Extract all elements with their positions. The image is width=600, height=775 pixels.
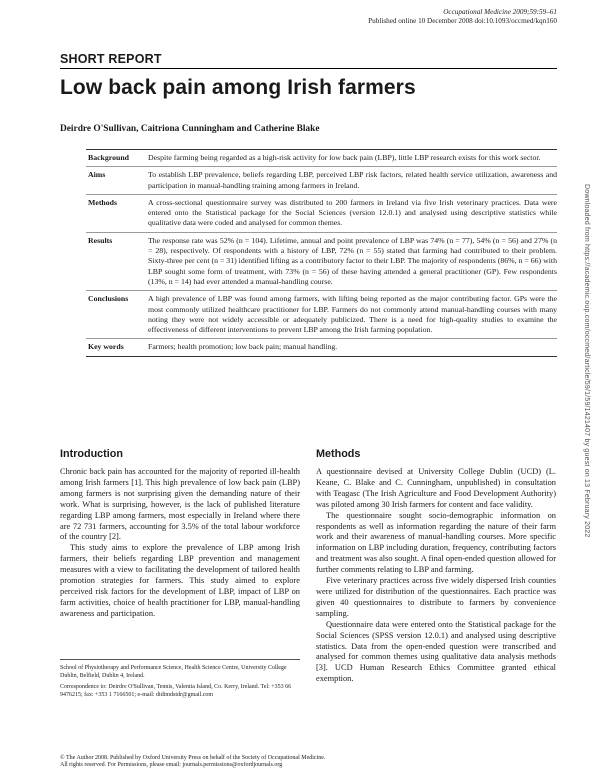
copyright-footer [60,755,560,770]
section-heading: Methods [316,448,361,460]
copyright-line: © The Author 2008. Published by Oxford University Press on behalf of the Society of Occupational Medicine. [60,755,326,761]
abstract-label: Key words [88,342,124,352]
abstract-text: A high prevalence of LBP was found among farmers, with lifting being reported as the major contributing factor. GPs were the most commonly utilized healthcare practitioner for LBP. Farmers do not commonly attend manual-handling courses with many noting they were not widely accessible or adequately publicized. There is a need for high-quality studies to examine the effectiveness of different interventions to prevent LBP among the Irish farming population. [148,294,557,335]
abstract-row-aims [86,167,557,195]
abstract-label: Aims [88,170,106,180]
section-label: SHORT REPORT [60,52,162,66]
abstract-text: Farmers; health promotion; low back pain; manual handling. [148,342,338,352]
abstract-label: Methods [88,197,118,207]
journal-header [368,8,557,26]
abstract-row-background [86,150,557,167]
abstract-text: The response rate was 52% (n = 104). Lifetime, annual and point prevalence of LBP was 74% (n = 77), 54% (n = 56) and 27% (n = 28), respectively. Of respondents with a history of LBP, 72% (n = 55) stated that farming had contributed to their problem. Sixty-three per cent (n = 31) identified lifting as a contributory factor to their LBP. The majority of respondents (86%, n = 66) with LBP sought some form of treatment, with 73% (n = 56) of these having attended a general practitioner (GP). Few respondents (13%, n = 14) had ever attended a manual-handling course. [148,235,557,286]
article-title: Low back pain among Irish farmers [60,76,416,99]
abstract-text: A cross-sectional questionnaire survey was distributed to 200 farmers in Ireland via five Irish veterinary practices. Data were entered onto the Statistical package for the Social Sciences (version 12.0.1) and analysed using descriptive statistics while qualitative data were coded and analysed for common themes. [148,197,557,228]
abstract-label: Background [88,153,130,162]
paragraph: A questionnaire devised at University College Dublin (UCD) (L. Keane, C. Blake and C. Cunningham, unpublished) in consultation with Teagasc (The Irish Agriculture and Food Development Authority) was piloted among 30 Irish farmers for content and face validity. [316,467,556,509]
section-heading: Introduction [60,448,123,460]
paragraph: Five veterinary practices across five widely dispersed Irish counties were utilized for distribution of the questionnaires. Each practice was given 40 questionnaires to distribute to farmers by convenience sampling. [316,576,556,618]
structured-abstract [86,149,557,357]
abstract-text: To establish LBP prevalence, beliefs regarding LBP, perceived LBP risk factors, related health service utilization, awareness and participation in manual-handling training among farmers in Ireland. [148,170,557,190]
correspondence: Correspondence to: Deirdre O'Sullivan, Tennis, Valentia Island, Co. Kerry, Ireland. Tel: +353 66 9476215; fax: +353 1 7166501; e-mail: didimdstdr@gmail.com [60,684,292,698]
abstract-row-conclusions [86,291,557,339]
methods-section [316,448,556,685]
journal-citation: Occupational Medicine 2009;59:59–61 [443,8,557,16]
affiliation-note [60,659,300,702]
abstract-row-methods [86,195,557,233]
introduction-section [60,448,300,620]
journal-doi: Published online 10 December 2008 doi:10.1093/occmed/kqn160 [368,17,557,25]
author-list: Deirdre O'Sullivan, Caitriona Cunningham and Catherine Blake [60,124,320,134]
paragraph: The questionnaire sought socio-demographic information on respondents as well as information regarding the nature of their farm work and their awareness of manual-handling courses. More specific information on LBP including duration, frequency, contributing factors and treatment was also sought. A final open-ended question allowed for further comments relating to LBP and farming. [316,510,556,575]
paragraph: This study aims to explore the prevalence of LBP among Irish farmers, their beliefs regarding LBP prevention and management measures with a view to facilitating the development of tailored health promotion strategies for farmers. This study aimed to explore perceived risk factors for the development of LBP, impact of LBP on farm activities, choice of health practitioner for LBP, manual-handling awareness and participation. [60,543,300,618]
header-rule [60,68,557,69]
abstract-row-results [86,233,557,291]
abstract-label: Conclusions [88,294,129,304]
abstract-row-key-words [86,339,557,355]
paragraph: Questionnaire data were entered onto the Statistical package for the Social Sciences (SPSS version 12.0.1) and analysed using descriptive statistics. Data from the open-ended question were transcribed and analysed for common themes using qualitative data analysis methods [3]. UCD Human Research Ethics Committee granted ethical exemption. [316,619,556,684]
affiliation-address: School of Physiotherapy and Performance Science, Health Science Centre, University College Dublin, Belfield, Dublin 4, Ireland. [60,665,287,679]
paragraph: Chronic back pain has accounted for the majority of reported ill-health among Irish farmers [1]. This high prevalence of low back pain (LBP) among farmers is not surprising given the demanding nature of their work. What is surprising, however, is the lack of published literature regarding LBP among farmers, most especially in Ireland where there are 72 731 farmers, accounting for 3.5% of the total labour workforce of the country [2]. [60,467,300,542]
abstract-label: Results [88,235,113,245]
download-notice: Downloaded from https://academic.oup.com/occmed/article/59/1/59/1421407 by guest on 13 February 2022 [583,184,590,538]
permissions-line: All rights reserved. For Permissions, please email: journals.permissions@oxfordjournals.org [60,762,283,769]
abstract-text: Despite farming being regarded as a high-risk activity for low back pain (LBP), little LBP research exists for this work sector. [148,153,541,162]
